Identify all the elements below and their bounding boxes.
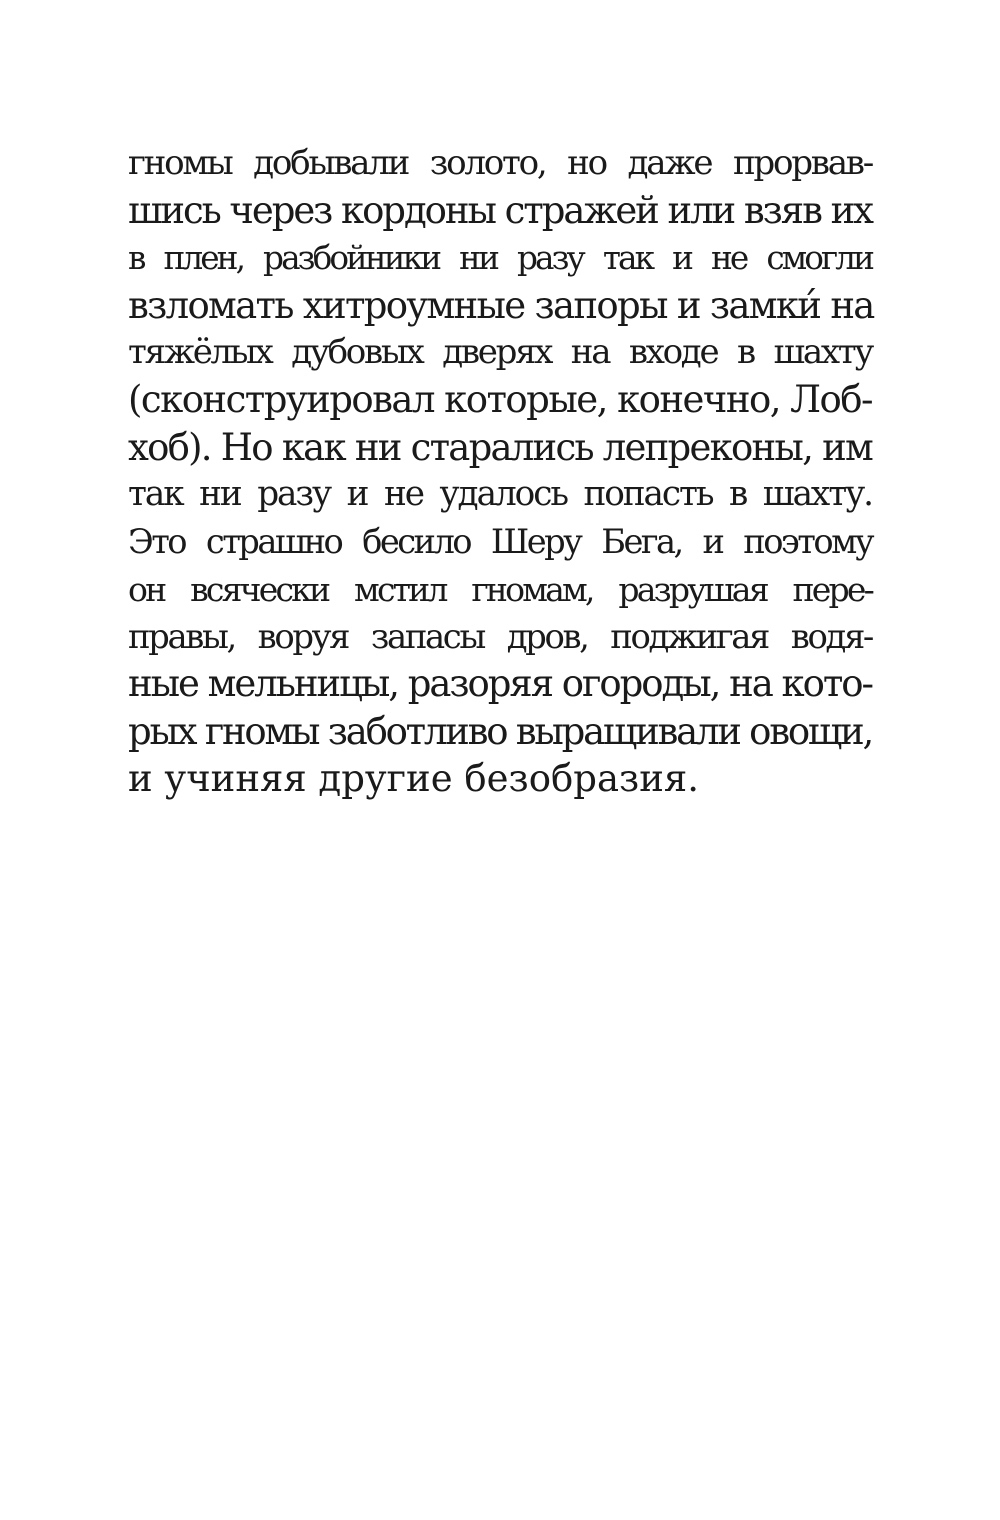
text-line: он всячески мстил гномам, разрушая пере- <box>128 569 872 609</box>
text-line: хоб). Но как ни старались лепреконы, им <box>128 425 872 469</box>
text-line: (сконструировал которые, конечно, Лоб- <box>128 378 872 422</box>
text-line: Это страшно бесило Шеру Бега, и поэтому <box>128 522 872 562</box>
text-line: ные мельницы, разоряя огороды, на кото- <box>128 662 872 706</box>
text-line: так ни разу и не удалось попасть в шахту. <box>128 474 872 515</box>
text-line-last: и учиняя другие безобразия. <box>128 756 699 800</box>
body-paragraph <box>128 140 872 802</box>
text-line: гномы добывали золото, но даже прорвав- <box>128 143 872 183</box>
text-line: правы, воруя запасы дров, поджигая водя- <box>128 616 872 656</box>
text-line: шись через кордоны стражей или взяв их <box>128 189 872 233</box>
text-line: взломать хитроумные запоры и замки́ на <box>128 283 874 327</box>
text-line: тяжёлых дубовых дверях на входе в шахту <box>128 332 872 373</box>
text-line: в плен, разбойники ни разу так и не смогли <box>128 238 872 277</box>
text-line: рых гномы заботливо выращивали овощи, <box>128 709 872 753</box>
